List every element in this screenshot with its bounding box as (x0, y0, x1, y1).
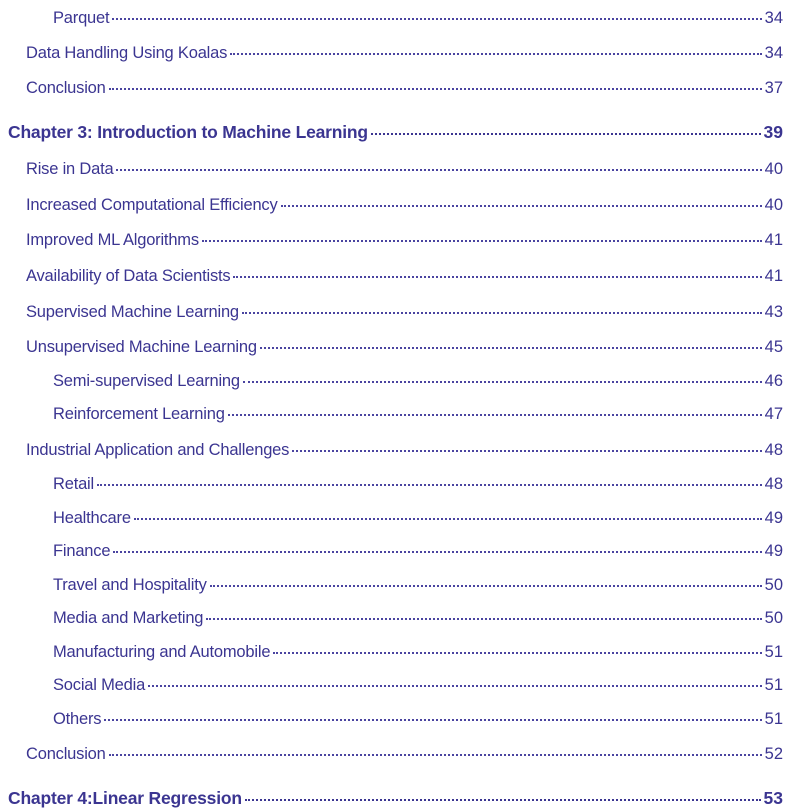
dot-leader (292, 450, 761, 452)
toc-entry-page: 40 (764, 196, 783, 214)
dot-leader (260, 347, 762, 349)
dot-leader (230, 53, 761, 55)
toc-entry-page: 43 (764, 303, 783, 321)
toc-entry-title: Manufacturing and Automobile (53, 643, 271, 661)
toc-entry-title: Healthcare (53, 509, 131, 527)
toc-entry-page: 40 (764, 160, 783, 178)
dot-leader (97, 484, 762, 486)
toc-entry-reinforcement[interactable] (53, 404, 783, 424)
toc-entry-page: 47 (764, 405, 783, 423)
toc-entry-title: Social Media (53, 676, 146, 694)
toc-entry-page: 51 (764, 643, 783, 661)
toc-entry-social-media[interactable] (53, 675, 783, 695)
toc-entry-manufacturing-automobile[interactable] (53, 642, 783, 662)
dot-leader (242, 312, 762, 314)
toc-entry-page: 45 (764, 338, 783, 356)
dot-leader (112, 18, 761, 20)
toc-entry-title: Rise in Data (26, 160, 114, 178)
toc-entry-page: 51 (764, 710, 783, 728)
toc-entry-page: 49 (764, 542, 783, 560)
dot-leader (109, 88, 762, 90)
toc-entry-rise-in-data[interactable] (26, 159, 783, 179)
toc-entry-chapter-3[interactable] (8, 122, 783, 142)
toc-entry-page: 50 (764, 576, 783, 594)
toc-entry-supervised-ml[interactable] (26, 302, 783, 322)
toc-entry-page: 49 (764, 509, 783, 527)
toc-entry-chapter-4[interactable] (8, 788, 783, 808)
toc-entry-conclusion[interactable] (26, 78, 783, 98)
dot-leader (109, 754, 762, 756)
toc-entry-title: Conclusion (26, 79, 106, 97)
dot-leader (371, 133, 761, 135)
dot-leader (273, 652, 761, 654)
toc-entry-title: Reinforcement Learning (53, 405, 225, 423)
dot-leader (104, 719, 761, 721)
toc-entry-title: Unsupervised Machine Learning (26, 338, 257, 356)
toc-entry-title: Data Handling Using Koalas (26, 44, 228, 62)
toc-entry-title: Parquet (53, 9, 110, 27)
toc-entry-title: Travel and Hospitality (53, 576, 207, 594)
toc-entry-title: Semi-supervised Learning (53, 372, 240, 390)
toc-entry-title: Finance (53, 542, 111, 560)
dot-leader (245, 799, 761, 801)
dot-leader (116, 169, 761, 171)
toc-entry-page: 51 (764, 676, 783, 694)
toc-entry-title: Retail (53, 475, 94, 493)
toc-entry-computational-efficiency[interactable] (26, 195, 783, 215)
toc-chapter-title: Chapter 3: Introduction to Machine Learning (8, 122, 368, 142)
dot-leader (210, 585, 762, 587)
dot-leader (206, 618, 761, 620)
toc-entry-data-handling-koalas[interactable] (26, 43, 783, 63)
toc-entry-page: 50 (764, 609, 783, 627)
toc-entry-conclusion-2[interactable] (26, 744, 783, 764)
toc-entry-title: Availability of Data Scientists (26, 267, 231, 285)
toc-entry-page: 41 (764, 231, 783, 249)
toc-entry-title: Others (53, 710, 102, 728)
toc-entry-page: 39 (763, 122, 783, 142)
toc-entry-others[interactable] (53, 709, 783, 729)
toc-entry-finance[interactable] (53, 541, 783, 561)
toc-entry-availability-data-scientists[interactable] (26, 266, 783, 286)
dot-leader (113, 551, 761, 553)
toc-entry-title: Supervised Machine Learning (26, 303, 239, 321)
toc-entry-media-marketing[interactable] (53, 608, 783, 628)
toc-entry-industrial-application[interactable] (26, 440, 783, 460)
toc-entry-page: 34 (764, 44, 783, 62)
toc-entry-improved-ml-algorithms[interactable] (26, 230, 783, 250)
toc-entry-unsupervised-ml[interactable] (26, 337, 783, 357)
toc-entry-title: Improved ML Algorithms (26, 231, 199, 249)
dot-leader (228, 414, 762, 416)
dot-leader (233, 276, 761, 278)
toc-entry-page: 46 (764, 372, 783, 390)
toc-entry-title: Increased Computational Efficiency (26, 196, 278, 214)
toc-entry-page: 41 (764, 267, 783, 285)
toc-entry-semi-supervised[interactable] (53, 371, 783, 391)
toc-entry-page: 48 (764, 441, 783, 459)
toc-entry-page: 34 (764, 9, 783, 27)
toc-entry-parquet[interactable] (53, 8, 783, 28)
toc-entry-title: Industrial Application and Challenges (26, 441, 290, 459)
toc-entry-title: Media and Marketing (53, 609, 204, 627)
dot-leader (202, 240, 762, 242)
toc-entry-travel-hospitality[interactable] (53, 575, 783, 595)
toc-entry-healthcare[interactable] (53, 508, 783, 528)
toc-entry-title: Conclusion (26, 745, 106, 763)
toc-entry-page: 37 (764, 79, 783, 97)
dot-leader (148, 685, 762, 687)
dot-leader (281, 205, 762, 207)
toc-entry-page: 48 (764, 475, 783, 493)
toc-entry-page: 53 (763, 788, 783, 808)
toc-chapter-title: Chapter 4:Linear Regression (8, 788, 242, 808)
toc-entry-retail[interactable] (53, 474, 783, 494)
dot-leader (243, 381, 762, 383)
toc-entry-page: 52 (764, 745, 783, 763)
dot-leader (134, 518, 762, 520)
